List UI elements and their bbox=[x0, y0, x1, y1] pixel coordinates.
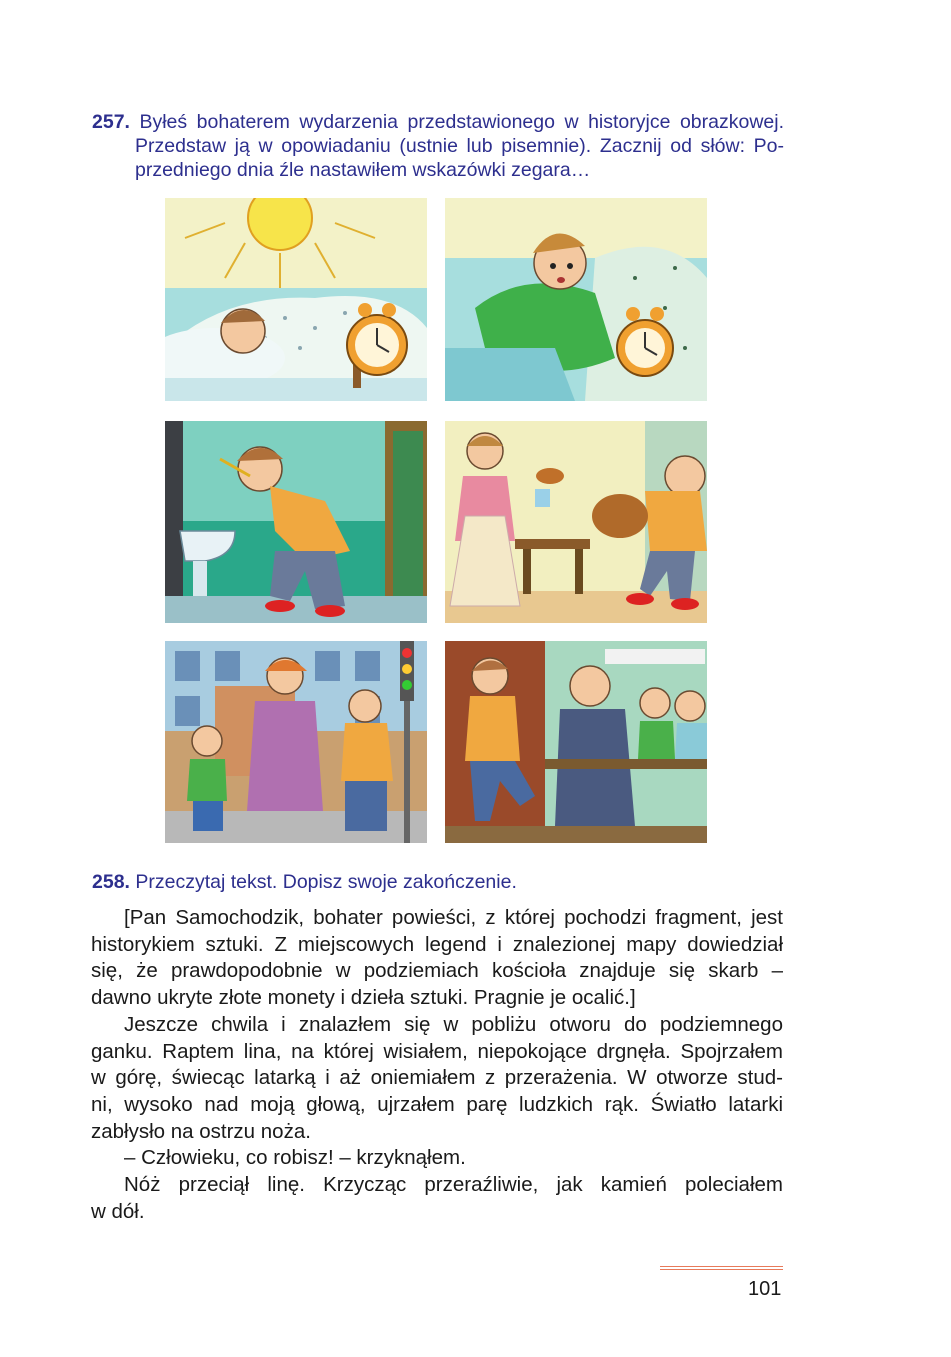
exercise-257-number: 257. bbox=[92, 111, 130, 133]
exercise-257-line-3: przedniego dnia źle nastawiłem wskazówki zegara… bbox=[135, 159, 591, 181]
passage-line: Nóż przeciął linę. Krzycząc przeraźliwie, jak kamień poleciałem bbox=[124, 1173, 783, 1197]
exercise-257-line-2: Przedstaw ją w opowiadaniu (ustnie lub pisemnie). Zacznij od słów: Po- bbox=[135, 135, 784, 157]
exercise-257-text-1: Byłeś bohaterem wydarzenia przedstawionego w historyjce obrazkowej. bbox=[139, 111, 784, 133]
illustration-street-traffic-light bbox=[165, 641, 427, 843]
footer-rule bbox=[660, 1266, 783, 1272]
exercise-258-instruction: Przeczytaj tekst. Dopisz swoje zakończenie. bbox=[135, 871, 517, 893]
passage-line: historykiem sztuki. Z miejscowych legend i znalezionej mapy dowiedział bbox=[91, 932, 783, 956]
passage-line: [Pan Samochodzik, bohater powieści, z której pochodzi fragment, jest bbox=[124, 906, 783, 929]
passage-line: ni, wysoko nad moją głową, ujrzałem parę ludzkich rąk. Światło latarki bbox=[91, 1092, 783, 1116]
illustration-boy-late-to-class bbox=[445, 641, 707, 843]
exercise-258 bbox=[92, 870, 792, 894]
reading-passage bbox=[91, 905, 783, 1225]
passage-line: zabłysło na ostrzu noża. bbox=[91, 1119, 311, 1143]
passage-line: się, że prawdopodobnie w podziemiach kościoła znajduje się skarb – bbox=[91, 959, 783, 983]
page-number: 101 bbox=[748, 1278, 782, 1300]
passage-line: w górę, świecąc latarką i aż oniemiałem z przerażenia. W otworze stud- bbox=[91, 1066, 783, 1090]
illustration-boy-brushing-teeth bbox=[165, 421, 427, 623]
illustration-mother-with-breakfast-boy-leaving bbox=[445, 421, 707, 623]
exercise-257 bbox=[92, 110, 784, 182]
illustration-boy-waking-alarm-clock bbox=[445, 198, 707, 401]
passage-line: ganku. Raptem lina, na której wisiałem, niepokojące drgnęła. Spojrzałem bbox=[91, 1039, 783, 1063]
illustration-boy-sleeping-alarm-clock bbox=[165, 198, 427, 401]
passage-line: w dół. bbox=[91, 1199, 145, 1223]
passage-line: dawno ukryte złote monety i dzieła sztuki. Pragnie je ocalić.] bbox=[91, 986, 636, 1010]
passage-line: – Człowieku, co robisz! – krzyknąłem. bbox=[124, 1146, 466, 1170]
passage-line: Jeszcze chwila i znalazłem się w pobliżu otworu do podziemnego bbox=[124, 1012, 783, 1036]
exercise-258-number: 258. bbox=[92, 871, 130, 893]
exercise-257-line-1 bbox=[92, 110, 784, 134]
